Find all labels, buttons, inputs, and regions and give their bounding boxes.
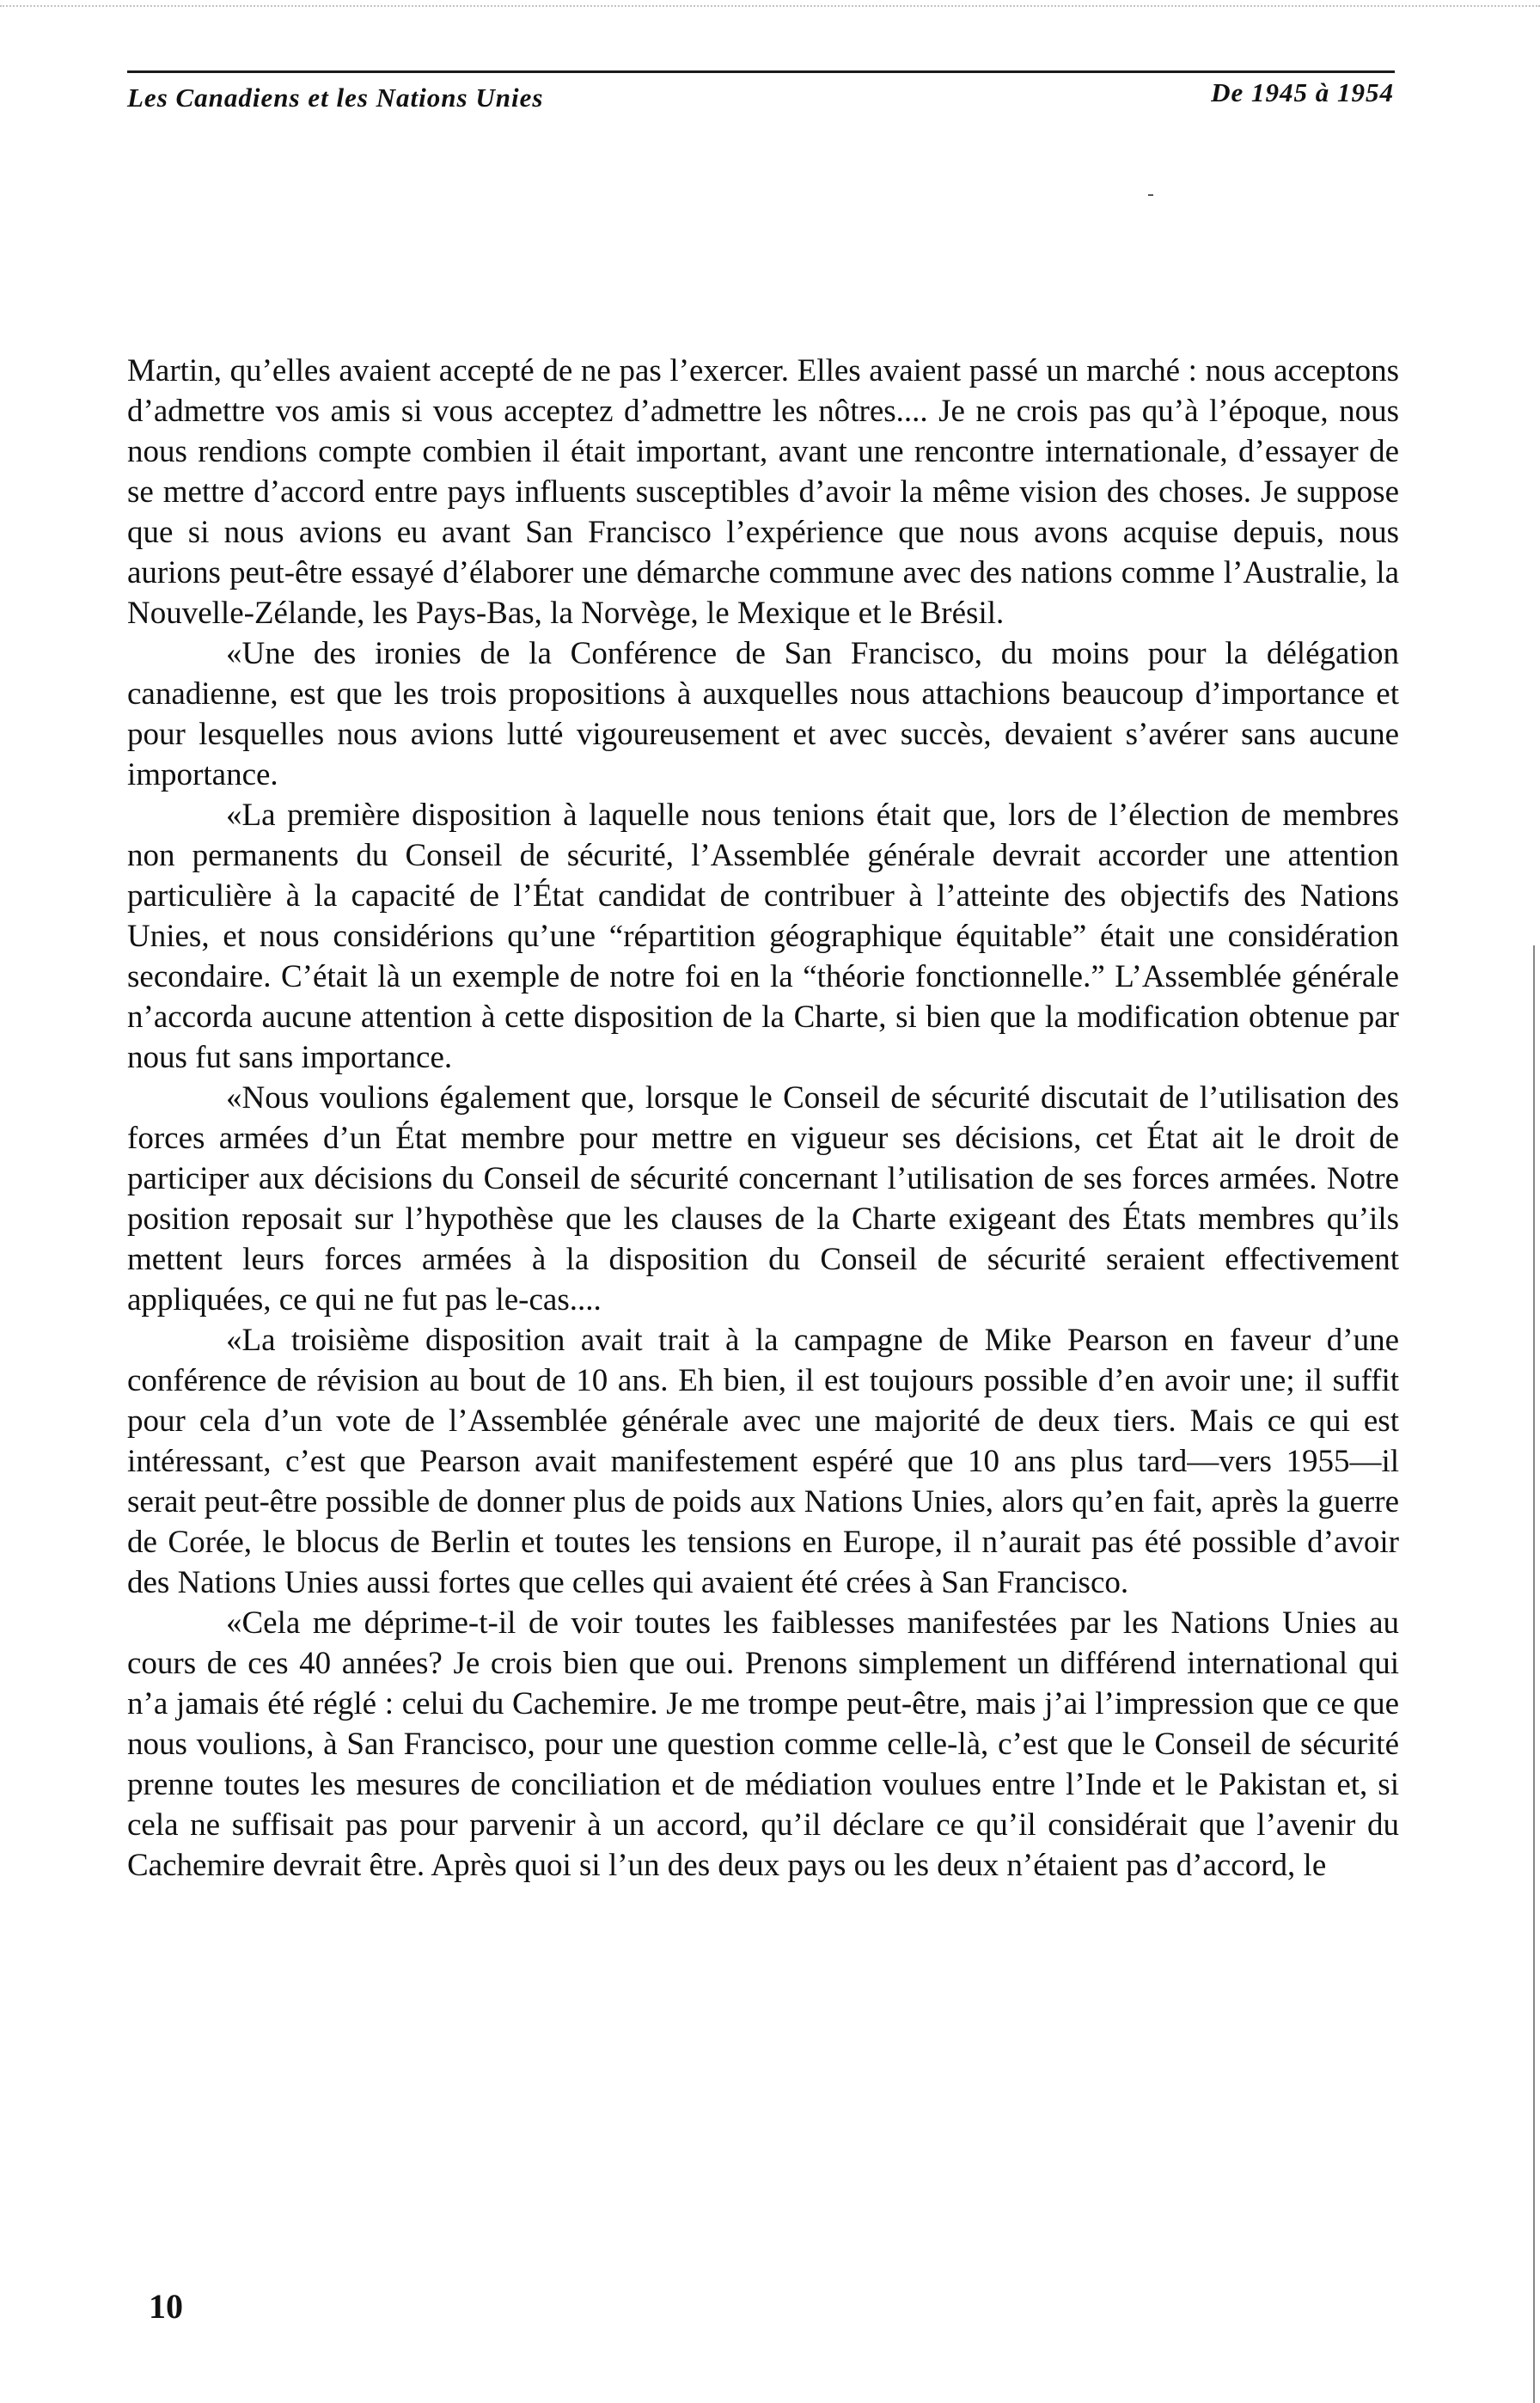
header-rule — [127, 70, 1395, 73]
running-head-period: De 1945 à 1954 — [1211, 77, 1394, 107]
scan-speck — [1148, 194, 1153, 196]
paragraph: «La troisième disposition avait trait à la campagne de Mike Pearson en faveur d’une conférence de révision au bout de 10 ans. Eh bien, il est toujours possible d’en avoir une; il suffit pour cela d’un vote de l’Assemblée générale avec une majorité de deux tiers. Mais ce qui est intéressant, c’est que Pearson avait manifestement espéré que 10 ans plus tard—vers 1955—il serait peut-être possible de donner plus de poids aux Nations Unies, alors qu’en fait, après la guerre de Corée, le blocus de Berlin et toutes les tensions en Europe, il n’aurait pas été possible d’avoir des Nations Unies aussi fortes que celles qui avaient été crées à San Francisco. — [127, 1323, 1399, 1600]
paragraph-continuation: Martin, qu’elles avaient accepté de ne pas l’exercer. Elles avaient passé un marché : nous acceptons d’admettre vos amis si vous acceptez d’admettre les nôtres.... Je ne crois pas qu’à l’époque, nous nous rendions compte combien il était important, avant une rencontre internationale, d’essayer de se mettre d’accord entre pays influents susceptibles d’avoir la même vision des choses. Je suppose que si nous avions eu avant San Francisco l’expérience que nous avons acquise depuis, nous aurions peut-être essayé d’élaborer une démarche commune avec des nations comme l’Australie, la Nouvelle-Zélande, les Pays-Bas, la Norvège, le Mexique et le Brésil. — [127, 353, 1399, 631]
paragraph: «Nous voulions également que, lorsque le Conseil de sécurité discutait de l’utilisation des forces armées d’un État membre pour mettre en vigueur ses décisions, cet État ait le droit de participer aux décisions du Conseil de sécurité concernant l’utilisation de ses forces armées. Notre position reposait sur l’hypothèse que les clauses de la Charte exigeant des États membres qu’ils mettent leurs forces armées à la disposition du Conseil de sécurité seraient effectivement appliquées, ce qui ne fut pas le-cas.... — [127, 1080, 1399, 1318]
scan-border-top — [0, 5, 1540, 7]
scan-border-right — [1533, 945, 1540, 2403]
running-head-title: Les Canadiens et les Nations Unies — [127, 83, 544, 113]
body-text — [127, 351, 1399, 1886]
page-number: 10 — [149, 2287, 183, 2326]
paragraph: «Une des ironies de la Conférence de San Francisco, du moins pour la délégation canadienne, est que les trois propositions à auxquelles nous attachions beaucoup d’importance et pour lesquelles nous avions lutté vigoureusement et avec succès, devaient s’avérer sans aucune importance. — [127, 636, 1399, 792]
paragraph: «Cela me déprime-t-il de voir toutes les faiblesses manifestées par les Nations Unies au cours de ces 40 années? Je crois bien que oui. Prenons simplement un différend international qui n’a jamais été réglé : celui du Cachemire. Je me trompe peut-être, mais j’ai l’impression que ce que nous voulions, à San Francisco, pour une question comme celle-là, c’est que le Conseil de sécurité prenne toutes les mesures de conciliation et de médiation voulues entre l’Inde et le Pakistan et, si cela ne suffisait pas pour parvenir à un accord, qu’il déclare ce qu’il considérait que l’avenir du Cachemire devrait être. Après quoi si l’un des deux pays ou les deux n’étaient pas d’accord, le — [127, 1605, 1399, 1883]
paragraph: «La première disposition à laquelle nous tenions était que, lors de l’élection de membres non permanents du Conseil de sécurité, l’Assemblée générale devrait accorder une attention particulière à la capacité de l’État candidat de contribuer à l’atteinte des objectifs des Nations Unies, et nous considérions qu’une “répartition géographique équitable” était une considération secondaire. C’était là un exemple de notre foi en la “théorie fonctionnelle.” L’Assemblée générale n’accorda aucune attention à cette disposition de la Charte, si bien que la modification obtenue par nous fut sans importance. — [127, 798, 1399, 1075]
